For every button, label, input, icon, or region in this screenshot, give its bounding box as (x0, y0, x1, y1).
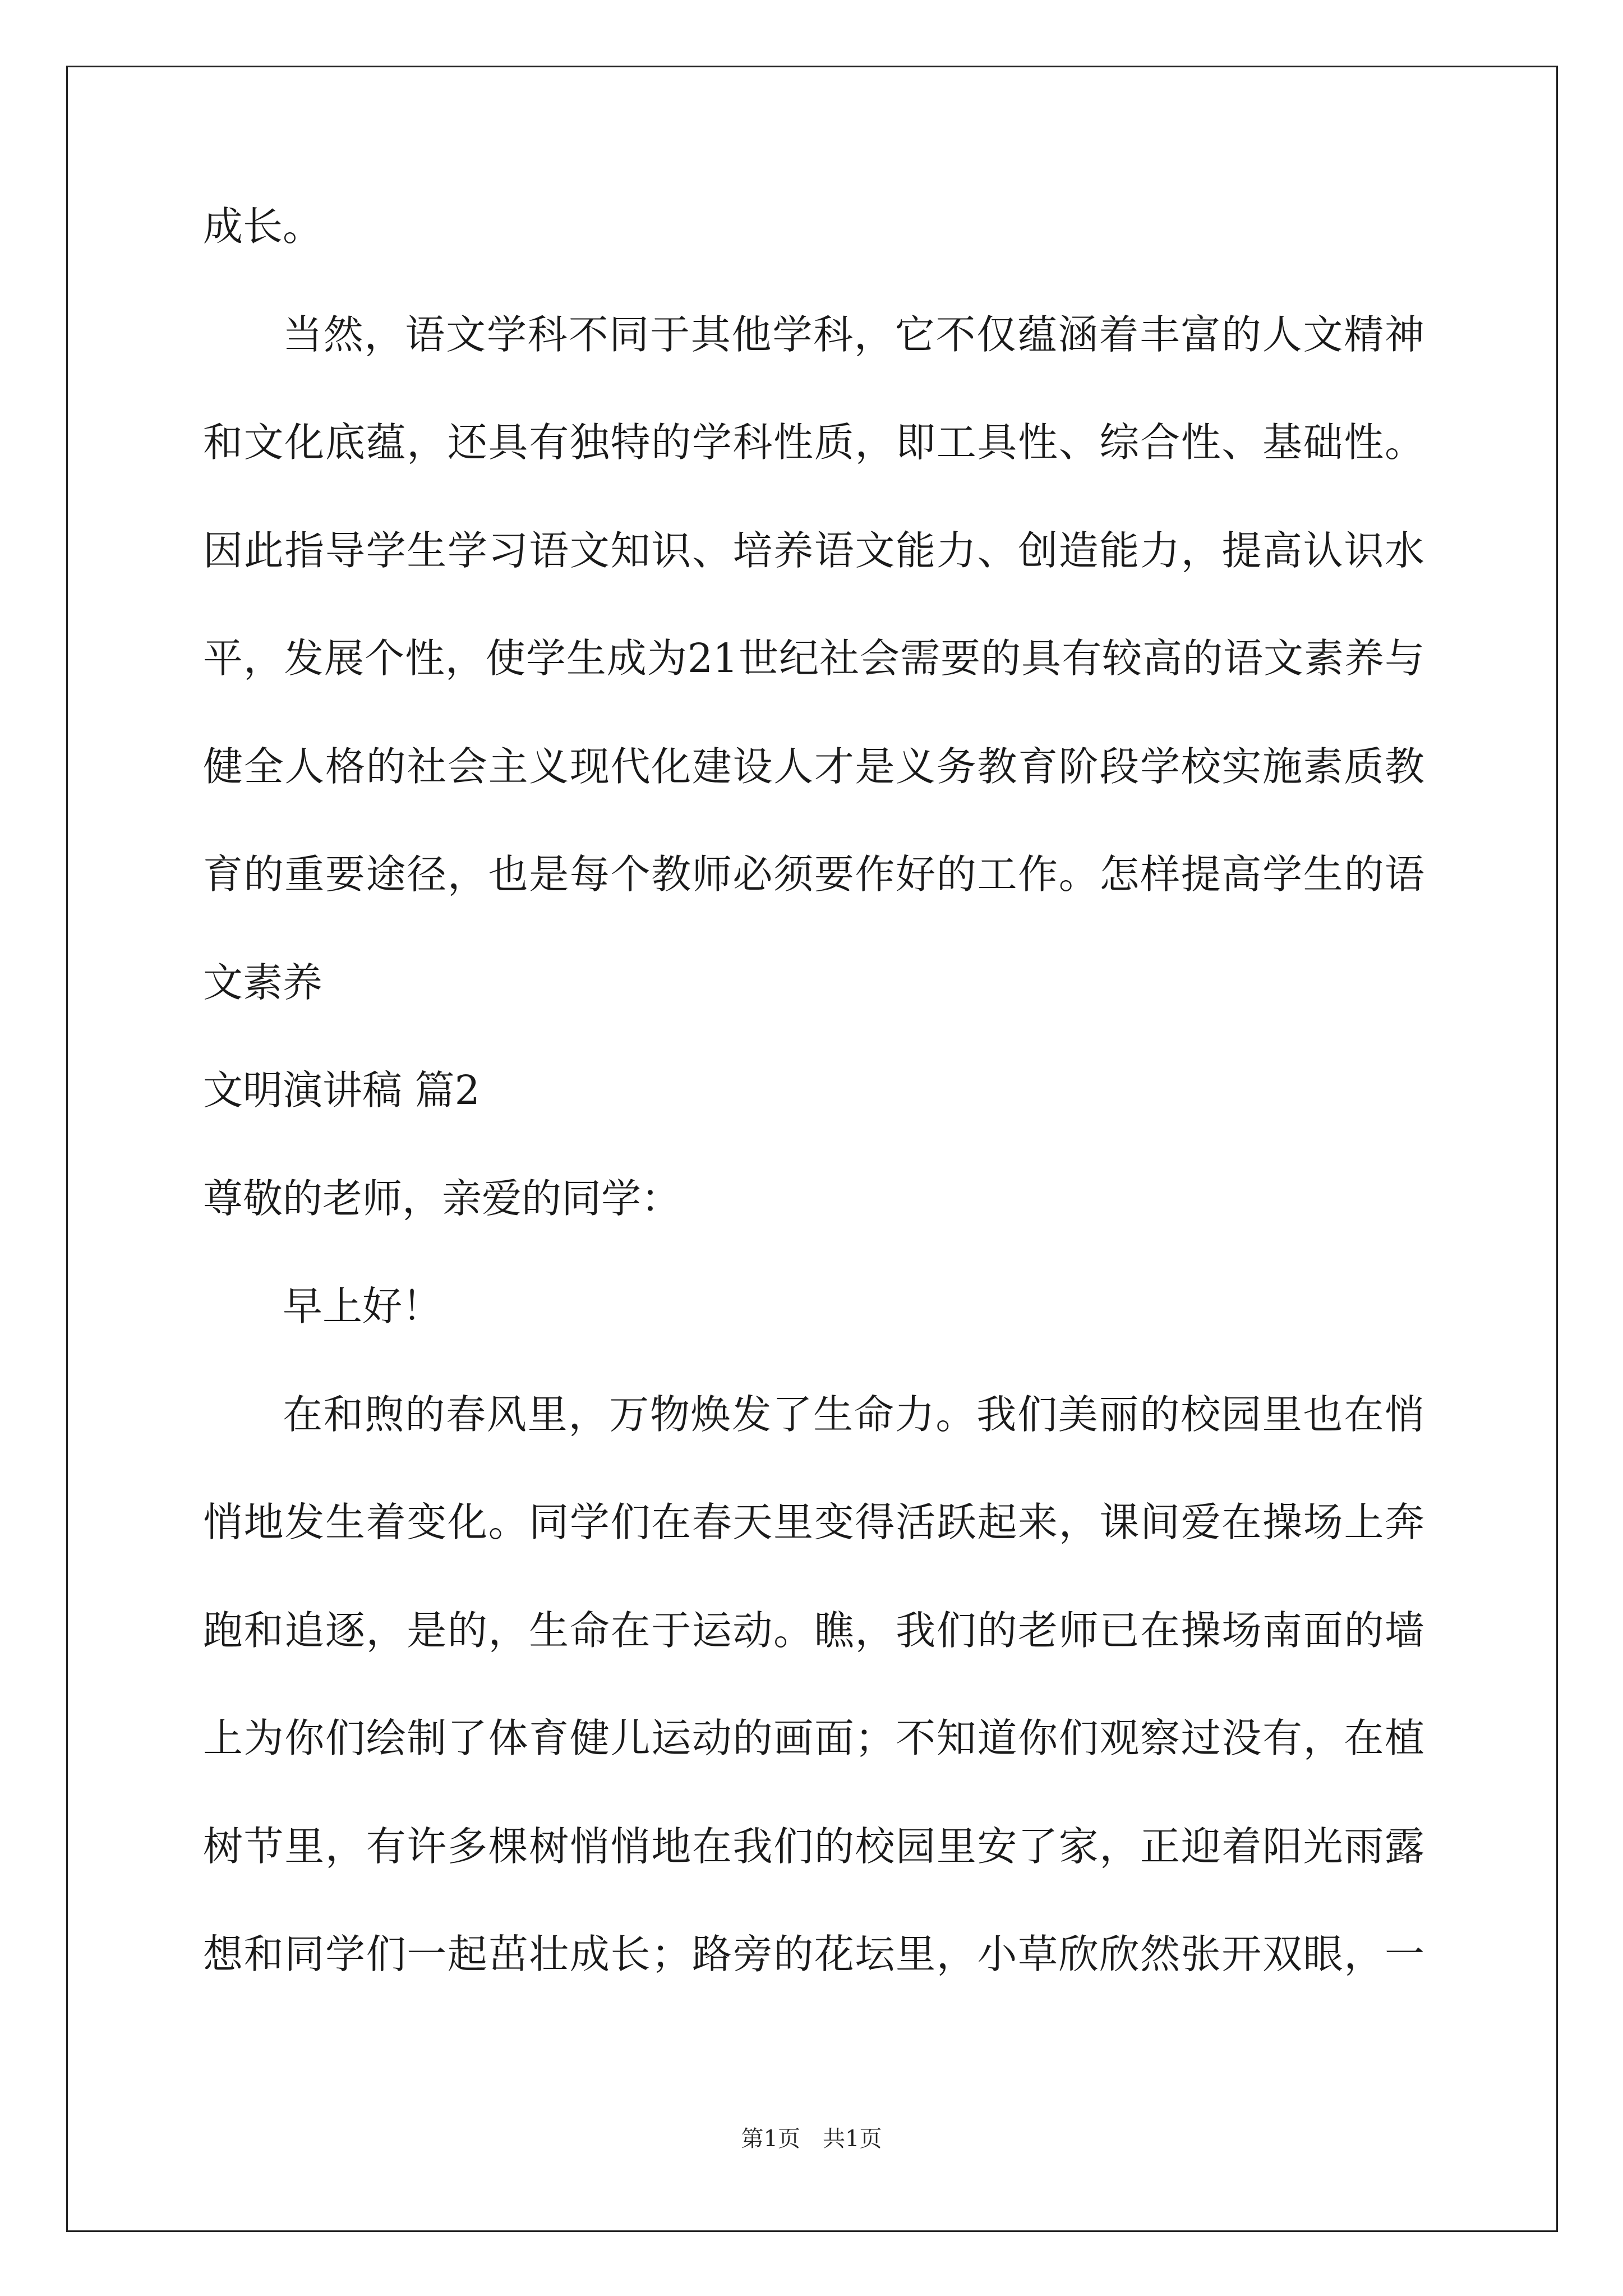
text-line: 因此指导学生学习语文知识、培养语文能力、创造能力，提高认识水 (203, 527, 1424, 574)
text-line: 育的重要途径，也是每个教师必须要作好的工作。怎样提高学生的语 (203, 851, 1424, 898)
page-footer: 第1页 共1页 (741, 2126, 882, 2152)
text-line: 和文化底蕴，还具有独特的学科性质，即工具性、综合性、基础性。 (203, 419, 1424, 466)
greeting: 早上好！ (283, 1283, 442, 1329)
text-line: 健全人格的社会主义现代化建设人才是义务教育阶段学校实施素质教 (203, 743, 1424, 790)
document-body (203, 202, 1424, 2038)
text-line: 树节里，有许多棵树悄悄地在我们的校园里安了家，正迎着阳光雨露 (203, 1823, 1424, 1870)
section-heading: 文明演讲稿 篇2 (203, 1067, 480, 1114)
text-line: 跑和追逐，是的，生命在于运动。瞧，我们的老师已在操场南面的墙 (203, 1607, 1424, 1654)
text-line: 当然，语文学科不同于其他学科，它不仅蕴涵着丰富的人文精神 (283, 311, 1424, 358)
text-line: 在和煦的春风里，万物焕发了生命力。我们美丽的校园里也在悄 (283, 1391, 1424, 1438)
text-line: 想和同学们一起茁壮成长；路旁的花坛里，小草欣欣然张开双眼，一 (203, 1931, 1424, 1977)
text-line: 悄地发生着变化。同学们在春天里变得活跃起来，课间爱在操场上奔 (203, 1499, 1424, 1545)
text-line: 成长。 (203, 203, 323, 250)
text-line: 上为你们绘制了体育健儿运动的画面；不知道你们观察过没有，在植 (203, 1715, 1424, 1761)
salutation: 尊敬的老师，亲爱的同学： (203, 1175, 681, 1222)
text-line: 文素养 (203, 959, 323, 1006)
text-line: 平，发展个性，使学生成为21世纪社会需要的具有较高的语文素养与 (203, 635, 1424, 682)
